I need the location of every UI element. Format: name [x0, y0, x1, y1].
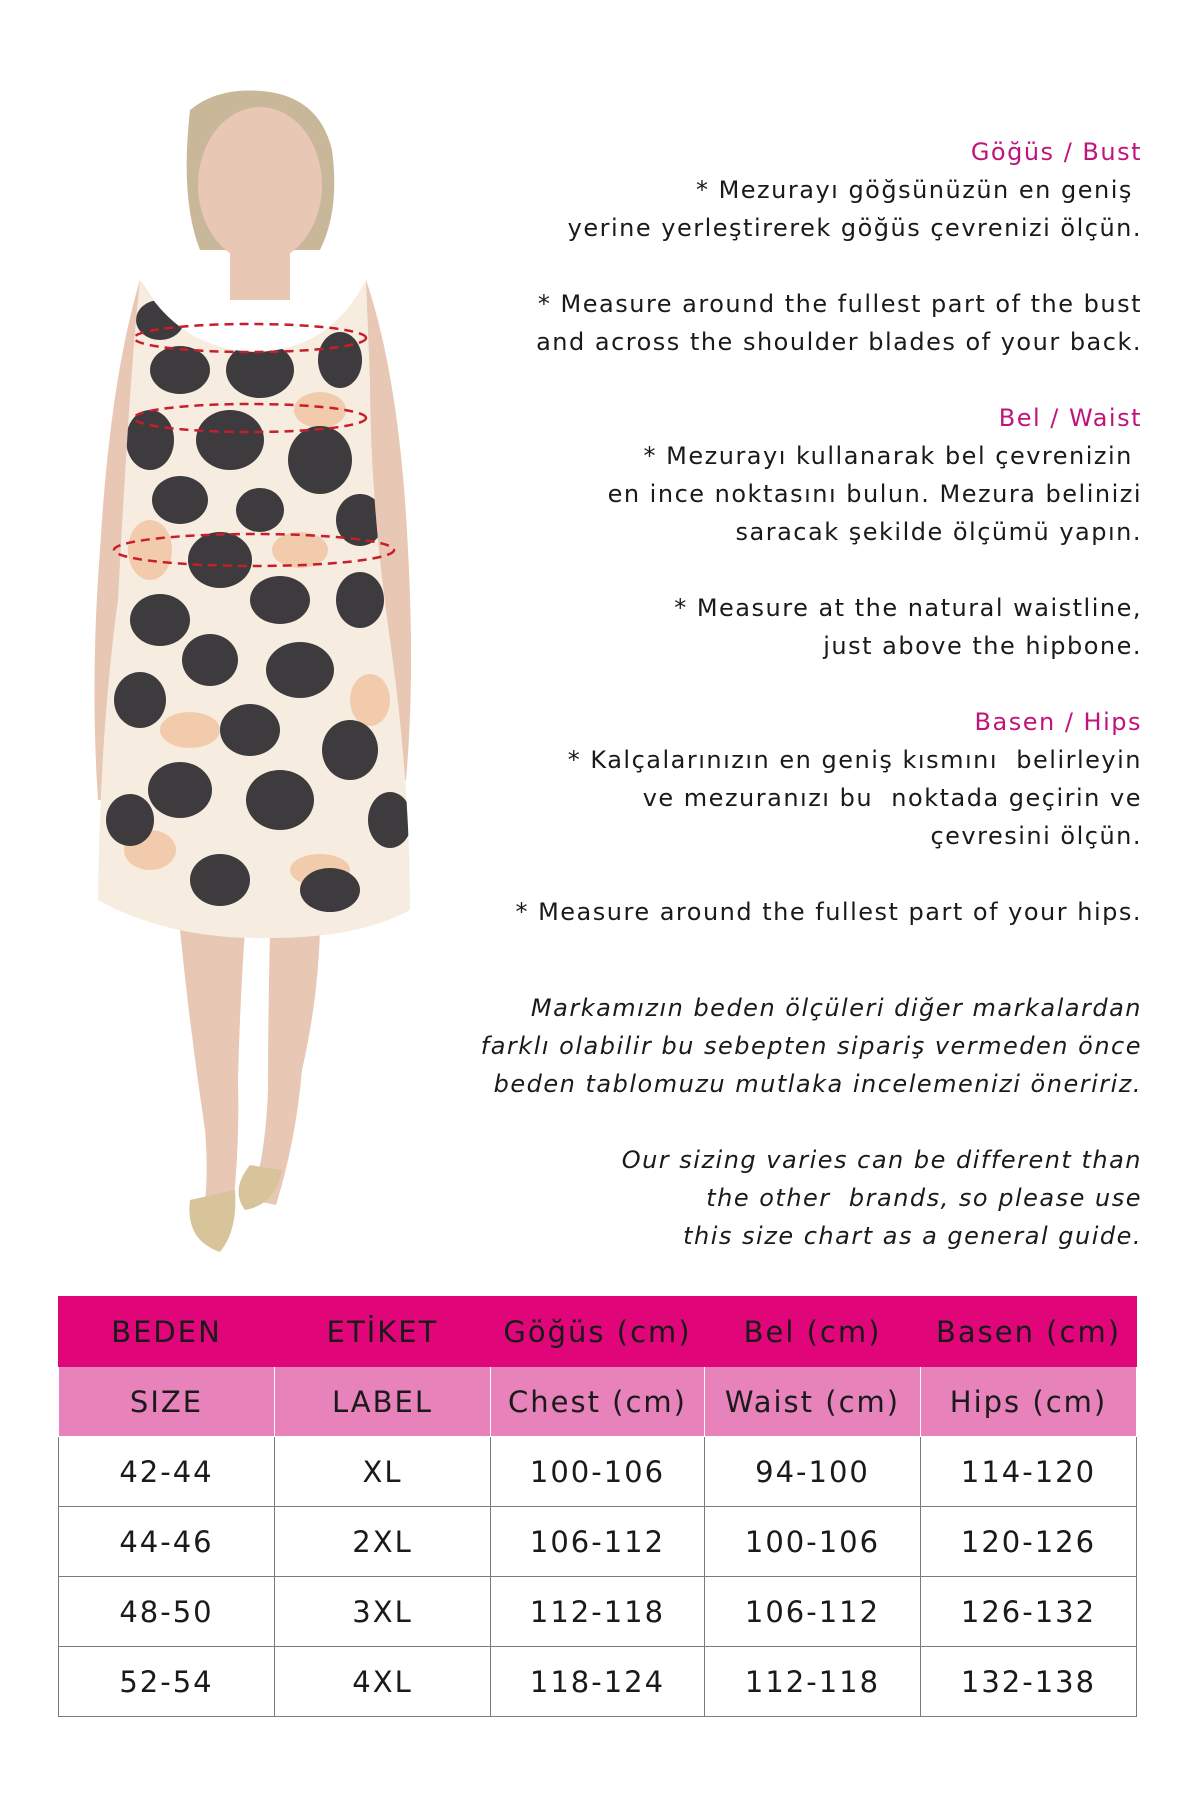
header-cell: Basen (cm) [921, 1297, 1137, 1367]
table-header-tr [59, 1297, 1137, 1367]
header-cell: Bel (cm) [705, 1297, 921, 1367]
note-tr-line: Markamızın beden ölçüleri diğer markalardan [530, 994, 1142, 1022]
hips-en-line: * Measure around the fullest part of your hips. [515, 898, 1142, 926]
table-row [59, 1437, 1137, 1507]
table-header-en [59, 1367, 1137, 1437]
table-row [59, 1577, 1137, 1647]
sizing-note [481, 989, 1142, 1255]
table-cell: 3XL [275, 1577, 491, 1647]
left-leg [180, 930, 245, 1230]
header-cell: Chest (cm) [491, 1367, 705, 1437]
table-cell: 106-112 [705, 1577, 921, 1647]
waist-title: Bel / Waist [998, 404, 1142, 432]
table-cell: 48-50 [59, 1577, 275, 1647]
table-cell: 52-54 [59, 1647, 275, 1717]
waist-tr-line: en ince noktasını bulun. Mezura belinizi [607, 480, 1142, 508]
note-tr-line: beden tablomuzu mutlaka incelemenizi öneririz. [493, 1070, 1142, 1098]
table-cell: 126-132 [921, 1577, 1137, 1647]
bust-title: Göğüs / Bust [970, 138, 1142, 166]
hips-tr-line: çevresini ölçün. [930, 822, 1142, 850]
bust-tr-line: * Mezurayı göğsünüzün en geniş [695, 176, 1142, 204]
waist-tr-line: saracak şekilde ölçümü yapın. [735, 518, 1142, 546]
table-cell: 42-44 [59, 1437, 275, 1507]
waist-section [608, 399, 1142, 665]
table-cell: 100-106 [491, 1437, 705, 1507]
table-cell: 100-106 [705, 1507, 921, 1577]
size-chart-table [58, 1296, 1137, 1717]
waist-en-line: * Measure at the natural waistline, [674, 594, 1142, 622]
table-cell: 118-124 [491, 1647, 705, 1717]
left-shoe [189, 1190, 235, 1252]
header-cell: SIZE [59, 1367, 275, 1437]
table-cell: 112-118 [705, 1647, 921, 1717]
header-cell: Hips (cm) [921, 1367, 1137, 1437]
bust-en-line: and across the shoulder blades of your back. [536, 328, 1142, 356]
bust-en-line: * Measure around the fullest part of the bust [537, 290, 1142, 318]
hips-title: Basen / Hips [974, 708, 1142, 736]
head [198, 107, 322, 263]
table-row [59, 1647, 1137, 1717]
neck [230, 250, 290, 300]
note-en-line: this size chart as a general guide. [683, 1222, 1142, 1250]
table-cell: 44-46 [59, 1507, 275, 1577]
note-en-line: the other brands, so please use [706, 1184, 1142, 1212]
hips-tr-line: * Kalçalarınızın en geniş kısmını belirleyin [567, 746, 1142, 774]
model-photo [70, 80, 430, 1280]
hips-section [515, 703, 1142, 931]
waist-tr-line: * Mezurayı kullanarak bel çevrenizin [643, 442, 1142, 470]
bust-section [536, 133, 1142, 361]
table-row [59, 1507, 1137, 1577]
header-cell: LABEL [275, 1367, 491, 1437]
table-cell: 2XL [275, 1507, 491, 1577]
table-cell: 114-120 [921, 1437, 1137, 1507]
table-cell: 112-118 [491, 1577, 705, 1647]
table-cell: XL [275, 1437, 491, 1507]
table-cell: 94-100 [705, 1437, 921, 1507]
table-cell: 132-138 [921, 1647, 1137, 1717]
header-cell: Göğüs (cm) [491, 1297, 705, 1367]
waist-en-line: just above the hipbone. [823, 632, 1142, 660]
bust-tr-line: yerine yerleştirerek göğüs çevrenizi ölçün. [567, 214, 1142, 242]
header-cell: ETİKET [275, 1297, 491, 1367]
note-en-line: Our sizing varies can be different than [621, 1146, 1142, 1174]
note-tr-line: farklı olabilir bu sebepten sipariş vermeden önce [480, 1032, 1142, 1060]
table-cell: 4XL [275, 1647, 491, 1717]
table-cell: 106-112 [491, 1507, 705, 1577]
header-cell: BEDEN [59, 1297, 275, 1367]
right-leg [252, 930, 320, 1205]
table-cell: 120-126 [921, 1507, 1137, 1577]
header-cell: Waist (cm) [705, 1367, 921, 1437]
hips-tr-line: ve mezuranızı bu noktada geçirin ve [642, 784, 1142, 812]
